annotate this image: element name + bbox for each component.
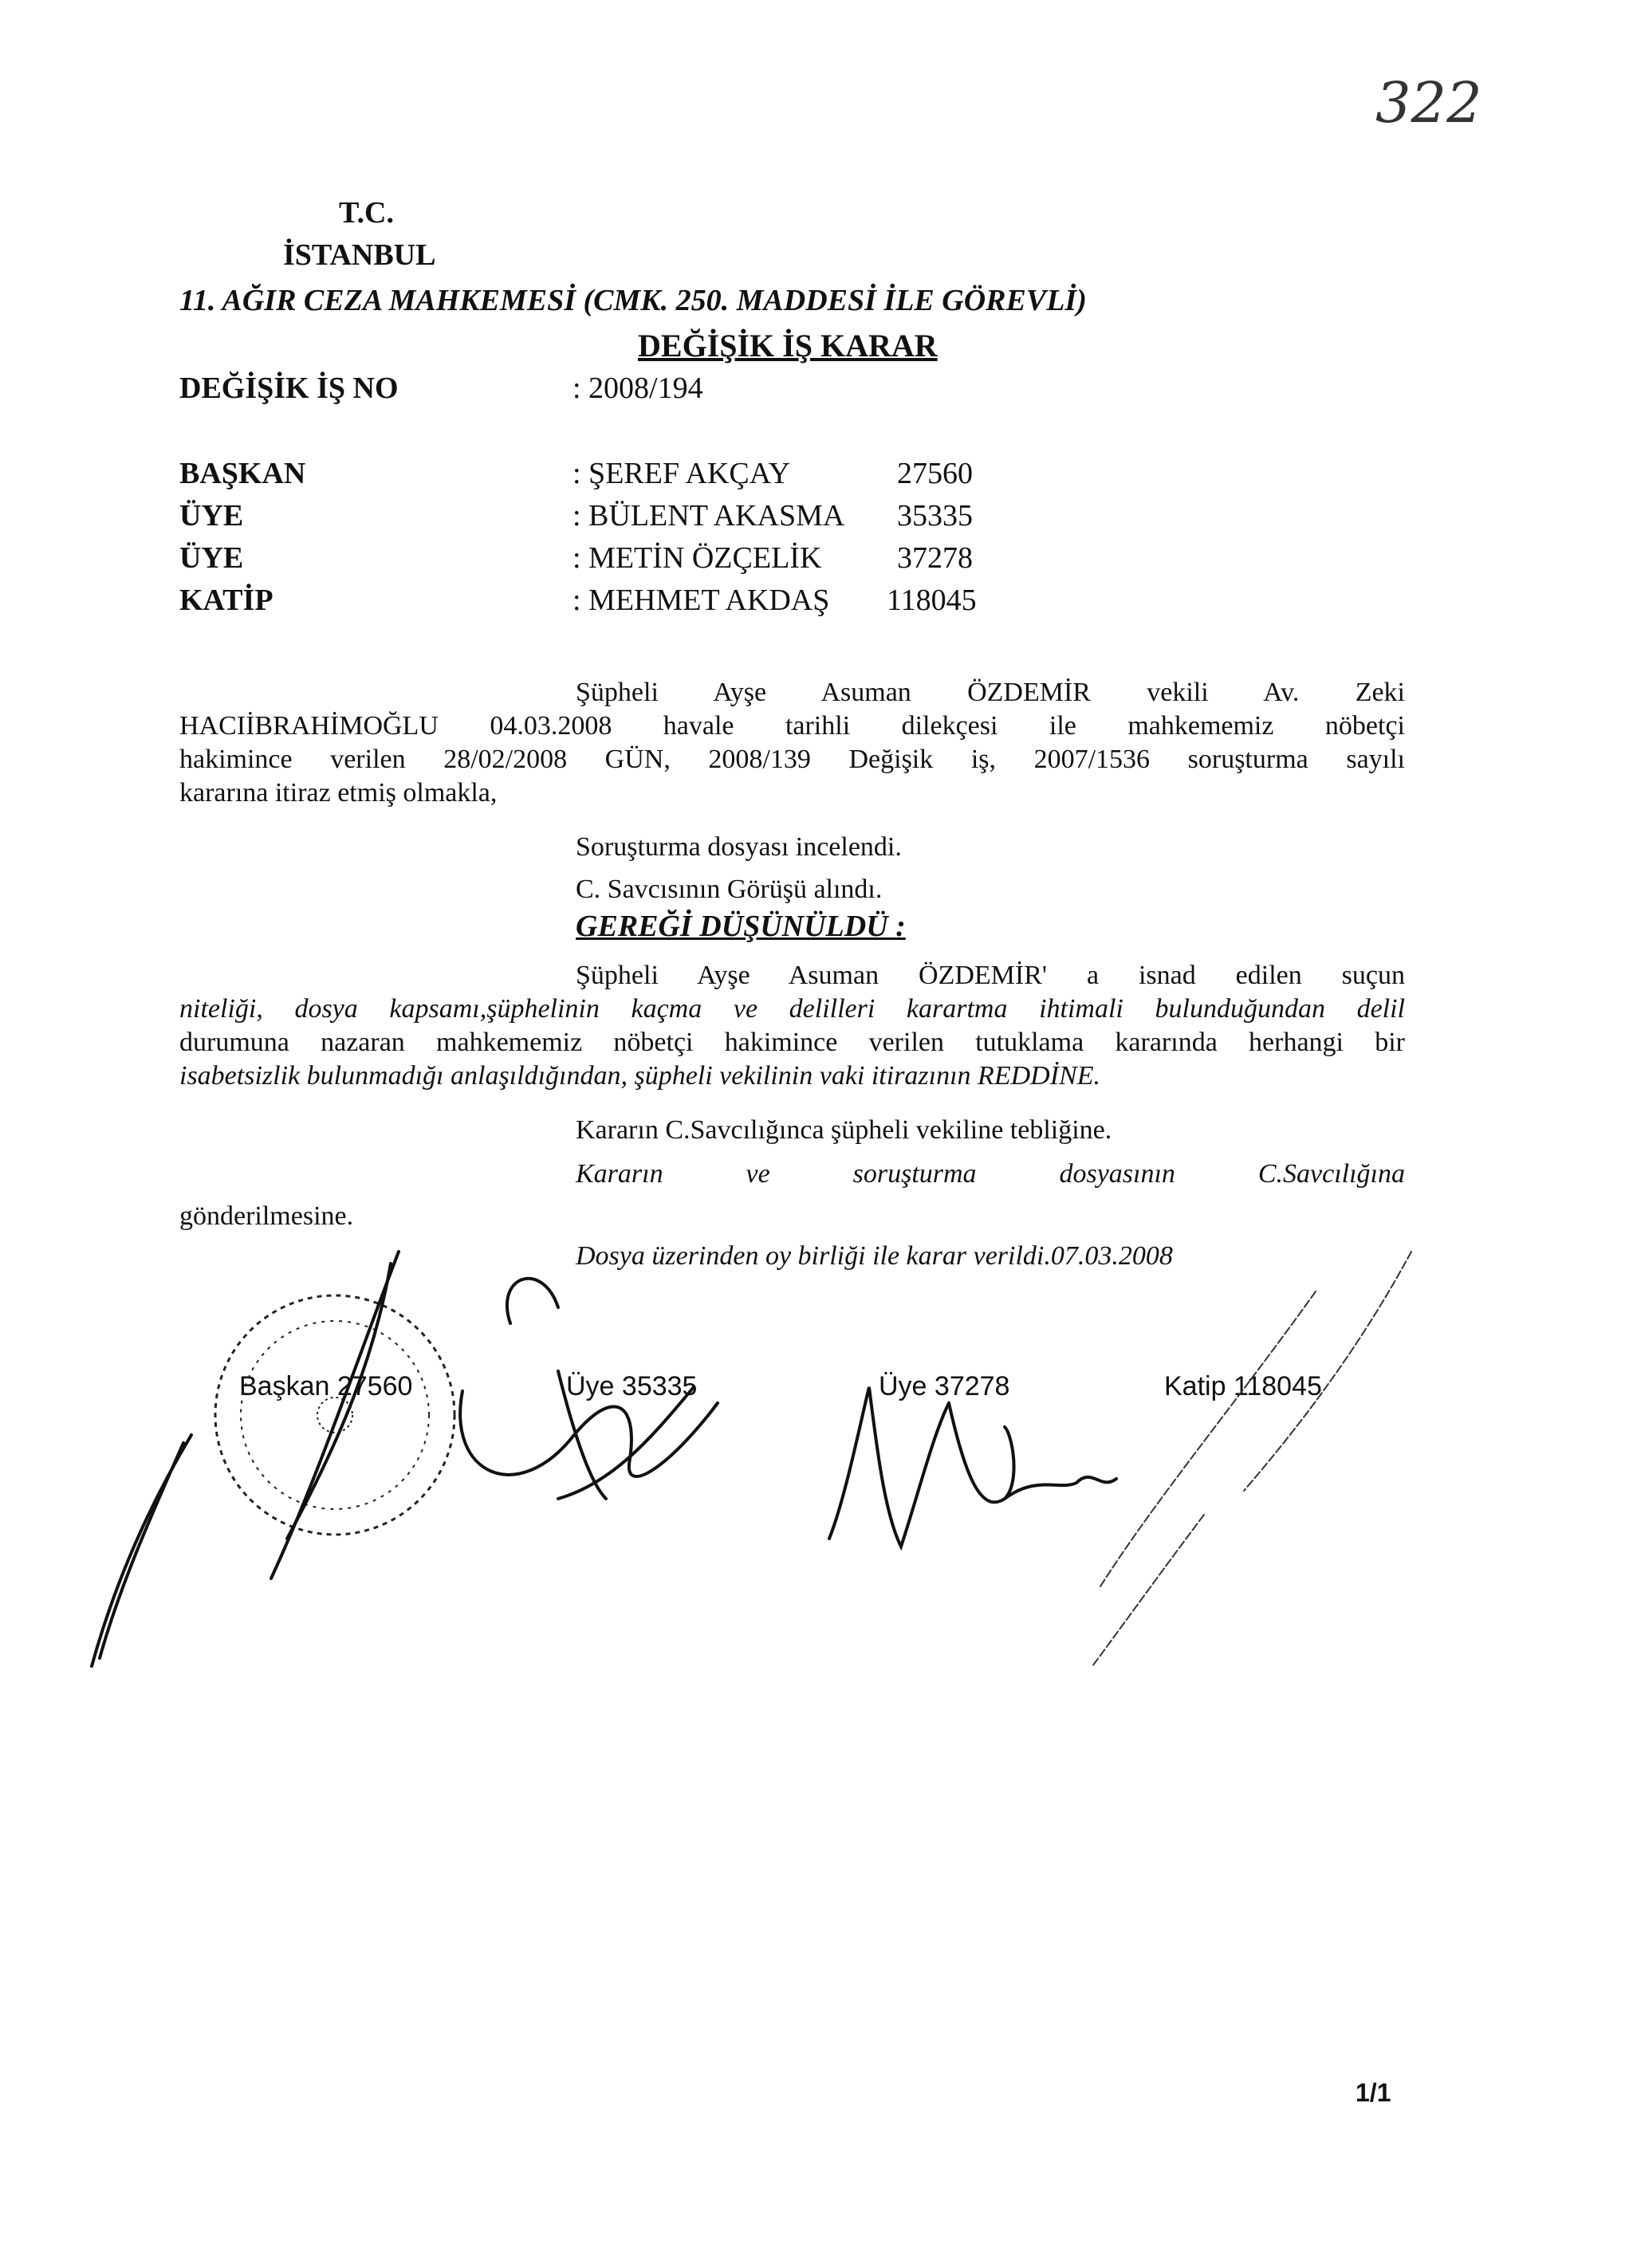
signature-label-clerk: Katip 118045 xyxy=(1164,1371,1322,1401)
case-number-value: : 2008/194 xyxy=(573,371,703,405)
para2-line2: niteliği, dosya kapsamı,şüphelinin kaçma ve delilleri karartma ihtimali bulunduğundan delil xyxy=(179,994,1405,1024)
para2-line4: isabetsizlik bulunmadığı anlaşıldığından, şüpheli vekilinin vaki itirazının REDDİNE. xyxy=(179,1061,1100,1091)
header-city: İSTANBUL xyxy=(283,238,436,272)
panel-role: ÜYE xyxy=(179,541,244,575)
panel-role: KATİP xyxy=(179,584,273,617)
panel-name: : MEHMET AKDAŞ xyxy=(573,584,830,617)
signature-label-member2: Üye 37278 xyxy=(879,1371,1010,1401)
header-tc: T.C. xyxy=(339,196,394,230)
signature-chair xyxy=(92,1252,399,1666)
para1-line2: HACIİBRAHİMOĞLU 04.03.2008 havale tarihli dilekçesi ile mahkememiz nöbetçi xyxy=(179,711,1405,741)
document-title: DEĞİŞİK İŞ KARAR xyxy=(638,328,938,364)
panel-role: ÜYE xyxy=(179,499,244,533)
prosecutor-opinion: C. Savcısının Görüşü alındı. xyxy=(576,875,883,904)
signature-member2 xyxy=(829,1387,1116,1547)
panel-reg: 118045 xyxy=(887,584,977,617)
para3-line1: Kararın ve soruşturma dosyasının C.Savcılığına xyxy=(576,1159,1405,1189)
page-number: 1/1 xyxy=(1356,2078,1391,2107)
signature-clerk xyxy=(1092,1252,1411,1666)
court-name: 11. AĞIR CEZA MAHKEMESİ (CMK. 250. MADDESİ İLE GÖREVLİ) xyxy=(179,284,1087,317)
para1-line4: kararına itiraz etmiş olmakla, xyxy=(179,778,498,808)
panel-name: : ŞEREF AKÇAY xyxy=(573,457,791,490)
panel-reg: 35335 xyxy=(897,499,973,533)
para2-line3: durumuna nazaran mahkememiz nöbetçi hakimince verilen tutuklama kararında herhangi bir xyxy=(179,1028,1405,1057)
para1-line3: hakimince verilen 28/02/2008 GÜN, 2008/139 Değişik iş, 2007/1536 soruşturma sayılı xyxy=(179,745,1405,774)
signature-member1 xyxy=(460,1279,718,1499)
court-seal xyxy=(215,1295,454,1535)
signature-label-member1: Üye 35335 xyxy=(566,1371,698,1401)
handwritten-page-mark: 322 xyxy=(1375,70,1482,136)
panel-name: : BÜLENT AKASMA xyxy=(573,499,845,533)
panel-reg: 27560 xyxy=(897,457,973,490)
para2-line1: Şüpheli Ayşe Asuman ÖZDEMİR' a isnad edilen suçun xyxy=(576,961,1405,990)
notification-line: Kararın C.Savcılığınca şüpheli vekiline tebliğine. xyxy=(576,1115,1112,1145)
signature-label-chair: Başkan 27560 xyxy=(239,1371,413,1401)
closing-line: Dosya üzerinden oy birliği ile karar verildi.07.03.2008 xyxy=(576,1241,1173,1271)
panel-role: BAŞKAN xyxy=(179,457,306,490)
panel-name: : METİN ÖZÇELİK xyxy=(573,541,822,575)
para1-line1: Şüpheli Ayşe Asuman ÖZDEMİR vekili Av. Zeki xyxy=(576,678,1405,707)
panel-reg: 37278 xyxy=(897,541,973,575)
investigation-reviewed: Soruşturma dosyası incelendi. xyxy=(576,832,902,862)
para3-line2: gönderilmesine. xyxy=(179,1201,354,1231)
case-number-label: DEĞİŞİK İŞ NO xyxy=(179,371,399,405)
decision-heading: GEREĞİ DÜŞÜNÜLDÜ : xyxy=(576,910,906,943)
